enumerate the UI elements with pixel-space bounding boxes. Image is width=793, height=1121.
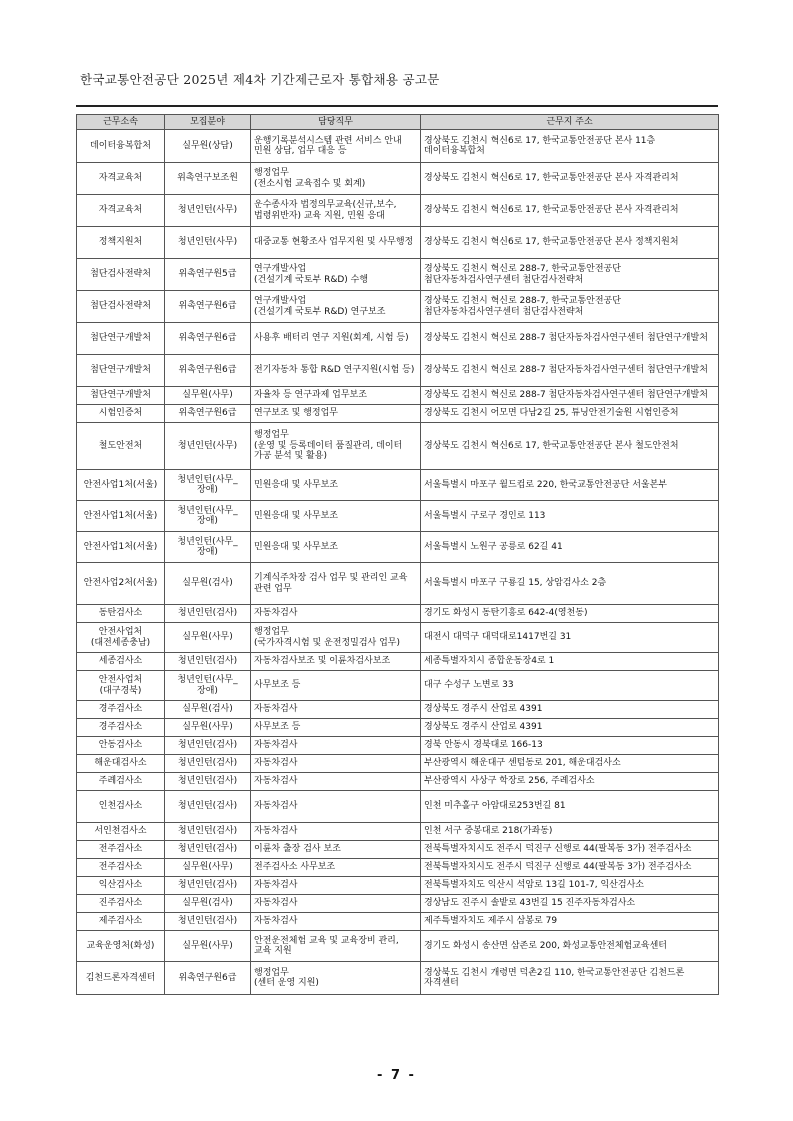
cell-address: 경상북도 김천시 혁신로 288-7 첨단자동차검사연구센터 첨단연구개발처 xyxy=(421,387,719,405)
cell-address: 경상북도 김천시 혁신로 288-7 첨단자동차검사연구센터 첨단연구개발처 xyxy=(421,355,719,387)
cell-address: 경상북도 경주시 산업로 4391 xyxy=(421,719,719,737)
cell-address: 전북특별자치시도 전주시 덕진구 신행로 44(팔복동 3가) 전주검사소 xyxy=(421,841,719,859)
cell-duty: 행정업무 (센터 운영 지원) xyxy=(251,962,421,995)
cell-address: 경상북도 김천시 혁신로 288-7 첨단자동차검사연구센터 첨단연구개발처 xyxy=(421,323,719,355)
table-row xyxy=(77,755,719,773)
cell-field: 청년인턴(사무) xyxy=(165,227,251,259)
cell-field: 청년인턴(검사) xyxy=(165,791,251,823)
cell-address: 경상북도 김천시 혁신6로 17, 한국교통안전공단 본사 자격관리처 xyxy=(421,195,719,227)
table-row xyxy=(77,405,719,423)
cell-duty: 운수종사자 법정의무교육(신규,보수,법령위반자) 교육 지원, 민원 응대 xyxy=(251,195,421,227)
table-row xyxy=(77,877,719,895)
cell-duty: 전주검사소 사무보조 xyxy=(251,859,421,877)
cell-field: 실무원(상담) xyxy=(165,130,251,163)
cell-duty: 연구개발사업 (건설기계 국토부 R&D) 수행 xyxy=(251,259,421,291)
cell-address: 인천 서구 중봉대로 218(가좌동) xyxy=(421,823,719,841)
table-row xyxy=(77,962,719,995)
cell-duty: 사무보조 등 xyxy=(251,671,421,701)
cell-department: 첨단검사전략처 xyxy=(77,291,165,323)
cell-field: 청년인턴(검사) xyxy=(165,773,251,791)
cell-field: 청년인턴(사무) xyxy=(165,423,251,470)
cell-department: 안전사업처 (대구경북) xyxy=(77,671,165,701)
table-row xyxy=(77,773,719,791)
column-header-department: 근무소속 xyxy=(77,115,165,130)
cell-department: 안전사업1처(서울) xyxy=(77,501,165,532)
cell-duty: 자동차검사보조 및 이륜차검사보조 xyxy=(251,653,421,671)
cell-address: 경상북도 김천시 혁신6로 17, 한국교통안전공단 본사 자격관리처 xyxy=(421,163,719,195)
cell-duty: 행정업무 (운영 및 등록데이터 품질관리, 데이터 가공 분석 및 활용) xyxy=(251,423,421,470)
table-row xyxy=(77,355,719,387)
cell-department: 자격교육처 xyxy=(77,163,165,195)
cell-field: 청년인턴(검사) xyxy=(165,841,251,859)
cell-field: 청년인턴(사무) xyxy=(165,195,251,227)
cell-duty: 자동차검사 xyxy=(251,755,421,773)
table-row xyxy=(77,895,719,913)
table-row xyxy=(77,563,719,605)
cell-address: 서울특별시 노원구 공릉로 62길 41 xyxy=(421,532,719,563)
cell-address: 경기도 화성시 송산면 삼존로 200, 화성교통안전체험교육센터 xyxy=(421,931,719,962)
cell-address: 세종특별자치시 종합운동장4로 1 xyxy=(421,653,719,671)
cell-address: 서울특별시 마포구 월드컵로 220, 한국교통안전공단 서울본부 xyxy=(421,470,719,501)
cell-address: 대구 수성구 노변로 33 xyxy=(421,671,719,701)
column-header-address: 근무지 주소 xyxy=(421,115,719,130)
cell-department: 첨단검사전략처 xyxy=(77,259,165,291)
cell-address: 경상북도 김천시 혁신6로 17, 한국교통안전공단 본사 11층 데이터융복합처 xyxy=(421,130,719,163)
document-title: 한국교통안전공단 2025년 제4차 기간제근로자 통합채용 공고문 xyxy=(80,72,440,87)
cell-address: 경상북도 김천시 혁신로 288-7, 한국교통안전공단 첨단자동차검사연구센터 첨단검사전략처 xyxy=(421,259,719,291)
cell-duty: 전기자동차 통합 R&D 연구지원(시험 등) xyxy=(251,355,421,387)
cell-department: 시험인증처 xyxy=(77,405,165,423)
cell-field: 위촉연구원5급 xyxy=(165,259,251,291)
cell-field: 청년인턴(사무_장애) xyxy=(165,671,251,701)
table-row xyxy=(77,195,719,227)
cell-address: 경상북도 경주시 산업로 4391 xyxy=(421,701,719,719)
cell-duty: 자동차검사 xyxy=(251,701,421,719)
table-row xyxy=(77,605,719,623)
cell-department: 자격교육처 xyxy=(77,195,165,227)
cell-department: 익산검사소 xyxy=(77,877,165,895)
cell-duty: 자율차 등 연구과제 업무보조 xyxy=(251,387,421,405)
cell-field: 실무원(사무) xyxy=(165,719,251,737)
cell-department: 경주검사소 xyxy=(77,701,165,719)
cell-duty: 행정업무 (전소시험 교육접수 및 회계) xyxy=(251,163,421,195)
cell-department: 안전사업처 (대전세종충남) xyxy=(77,623,165,653)
cell-duty: 자동차검사 xyxy=(251,773,421,791)
cell-duty: 자동차검사 xyxy=(251,913,421,931)
table-row xyxy=(77,387,719,405)
cell-address: 부산광역시 해운대구 센텀동로 201, 해운대검사소 xyxy=(421,755,719,773)
table-row xyxy=(77,423,719,470)
cell-address: 경상남도 진주시 솔밭로 43번길 15 진주자동차검사소 xyxy=(421,895,719,913)
column-header-duty: 담당직무 xyxy=(251,115,421,130)
cell-duty: 기계식주차장 검사 업무 및 관리인 교육 관련 업무 xyxy=(251,563,421,605)
cell-field: 실무원(사무) xyxy=(165,931,251,962)
cell-field: 청년인턴(사무_장애) xyxy=(165,532,251,563)
cell-department: 경주검사소 xyxy=(77,719,165,737)
cell-address: 경상북도 김천시 개령면 덕촌2길 110, 한국교통안전공단 김천드론 자격센터 xyxy=(421,962,719,995)
cell-field: 위촉연구원6급 xyxy=(165,405,251,423)
table-row xyxy=(77,913,719,931)
table-row xyxy=(77,701,719,719)
cell-address: 경기도 화성시 동탄기흥로 642-4(영천동) xyxy=(421,605,719,623)
page-number: - 7 - xyxy=(377,1068,416,1083)
cell-department: 안전사업2처(서울) xyxy=(77,563,165,605)
cell-field: 실무원(검사) xyxy=(165,701,251,719)
cell-duty: 자동차검사 xyxy=(251,791,421,823)
table-row xyxy=(77,823,719,841)
table-row xyxy=(77,130,719,163)
cell-duty: 자동차검사 xyxy=(251,895,421,913)
cell-field: 위촉연구원6급 xyxy=(165,355,251,387)
cell-field: 실무원(사무) xyxy=(165,387,251,405)
cell-field: 청년인턴(검사) xyxy=(165,913,251,931)
cell-duty: 자동차검사 xyxy=(251,605,421,623)
cell-duty: 민원응대 및 사무보조 xyxy=(251,501,421,532)
cell-department: 첨단연구개발처 xyxy=(77,355,165,387)
table-row xyxy=(77,259,719,291)
job-listing-table xyxy=(76,114,719,995)
cell-address: 서울특별시 마포구 구룡길 15, 상암검사소 2층 xyxy=(421,563,719,605)
cell-duty: 행정업무 (국가자격시험 및 운전정밀검사 업무) xyxy=(251,623,421,653)
cell-address: 대전시 대덕구 대덕대로1417번길 31 xyxy=(421,623,719,653)
header-divider xyxy=(76,105,718,107)
cell-field: 실무원(사무) xyxy=(165,623,251,653)
cell-duty: 대중교통 현황조사 업무지원 및 사무행정 xyxy=(251,227,421,259)
cell-address: 인천 미추홀구 아암대로253번길 81 xyxy=(421,791,719,823)
cell-department: 인천검사소 xyxy=(77,791,165,823)
cell-field: 실무원(검사) xyxy=(165,895,251,913)
cell-address: 경북 안동시 경북대로 166-13 xyxy=(421,737,719,755)
cell-department: 해운대검사소 xyxy=(77,755,165,773)
cell-field: 청년인턴(검사) xyxy=(165,877,251,895)
cell-duty: 운행기록분석시스템 관련 서비스 안내 민원 상담, 업무 대응 등 xyxy=(251,130,421,163)
cell-field: 실무원(검사) xyxy=(165,563,251,605)
cell-field: 위촉연구원6급 xyxy=(165,291,251,323)
table-header-row xyxy=(77,115,719,130)
cell-duty: 사용후 배터리 연구 지원(회계, 시험 등) xyxy=(251,323,421,355)
table-row xyxy=(77,501,719,532)
cell-address: 경상북도 김천시 혁신로 288-7, 한국교통안전공단 첨단자동차검사연구센터 첨단검사전략처 xyxy=(421,291,719,323)
cell-field: 청년인턴(검사) xyxy=(165,737,251,755)
cell-department: 첨단연구개발처 xyxy=(77,323,165,355)
cell-duty: 안전운전체험 교육 및 교육장비 관리, 교육 지원 xyxy=(251,931,421,962)
cell-department: 교육운영처(화성) xyxy=(77,931,165,962)
cell-duty: 자동차검사 xyxy=(251,877,421,895)
cell-duty: 연구개발사업 (건설기계 국토부 R&D) 연구보조 xyxy=(251,291,421,323)
table-row xyxy=(77,470,719,501)
table-row xyxy=(77,791,719,823)
cell-address: 전북특별자치도 익산시 석암로 13길 101-7, 익산검사소 xyxy=(421,877,719,895)
cell-duty: 민원응대 및 사무보조 xyxy=(251,470,421,501)
cell-department: 철도안전처 xyxy=(77,423,165,470)
cell-address: 경상북도 김천시 어모면 다남2길 25, 튜닝안전기술원 시험인증처 xyxy=(421,405,719,423)
cell-department: 서인천검사소 xyxy=(77,823,165,841)
cell-department: 정책지원처 xyxy=(77,227,165,259)
table-row xyxy=(77,163,719,195)
table-row xyxy=(77,737,719,755)
cell-duty: 사무보조 등 xyxy=(251,719,421,737)
table-body xyxy=(77,130,719,995)
cell-field: 청년인턴(검사) xyxy=(165,755,251,773)
cell-department: 전주검사소 xyxy=(77,859,165,877)
table-row xyxy=(77,291,719,323)
cell-department: 안전사업1처(서울) xyxy=(77,470,165,501)
cell-field: 청년인턴(사무_장애) xyxy=(165,501,251,532)
cell-field: 청년인턴(사무_장애) xyxy=(165,470,251,501)
cell-department: 제주검사소 xyxy=(77,913,165,931)
table-row xyxy=(77,532,719,563)
cell-field: 청년인턴(검사) xyxy=(165,605,251,623)
cell-duty: 이륜차 출장 검사 보조 xyxy=(251,841,421,859)
cell-department: 진주검사소 xyxy=(77,895,165,913)
column-header-field: 모집분야 xyxy=(165,115,251,130)
cell-field: 실무원(사무) xyxy=(165,859,251,877)
cell-duty: 연구보조 및 행정업무 xyxy=(251,405,421,423)
cell-department: 안동검사소 xyxy=(77,737,165,755)
table-row xyxy=(77,227,719,259)
cell-address: 경상북도 김천시 혁신6로 17, 한국교통안전공단 본사 철도안전처 xyxy=(421,423,719,470)
table-row xyxy=(77,841,719,859)
cell-department: 주례검사소 xyxy=(77,773,165,791)
table-row xyxy=(77,323,719,355)
cell-address: 경상북도 김천시 혁신6로 17, 한국교통안전공단 본사 정책지원처 xyxy=(421,227,719,259)
cell-department: 세종검사소 xyxy=(77,653,165,671)
table-row xyxy=(77,719,719,737)
cell-department: 안전사업1처(서울) xyxy=(77,532,165,563)
table-row xyxy=(77,859,719,877)
cell-field: 위촉연구원6급 xyxy=(165,323,251,355)
table-row xyxy=(77,623,719,653)
cell-field: 청년인턴(검사) xyxy=(165,823,251,841)
cell-address: 제주특별자치도 제주시 삼봉로 79 xyxy=(421,913,719,931)
table-row xyxy=(77,931,719,962)
cell-address: 전북특별자치시도 전주시 덕진구 신행로 44(팔복동 3가) 전주검사소 xyxy=(421,859,719,877)
cell-department: 전주검사소 xyxy=(77,841,165,859)
cell-duty: 자동차검사 xyxy=(251,823,421,841)
cell-duty: 민원응대 및 사무보조 xyxy=(251,532,421,563)
table-row xyxy=(77,653,719,671)
cell-field: 위촉연구원6급 xyxy=(165,962,251,995)
cell-department: 데이터융복합처 xyxy=(77,130,165,163)
cell-department: 첨단연구개발처 xyxy=(77,387,165,405)
cell-department: 김천드론자격센터 xyxy=(77,962,165,995)
cell-department: 동탄검사소 xyxy=(77,605,165,623)
cell-field: 위촉연구보조원 xyxy=(165,163,251,195)
cell-duty: 자동차검사 xyxy=(251,737,421,755)
cell-address: 서울특별시 구로구 경인로 113 xyxy=(421,501,719,532)
cell-address: 부산광역시 사상구 학장로 256, 주례검사소 xyxy=(421,773,719,791)
cell-field: 청년인턴(검사) xyxy=(165,653,251,671)
table-row xyxy=(77,671,719,701)
